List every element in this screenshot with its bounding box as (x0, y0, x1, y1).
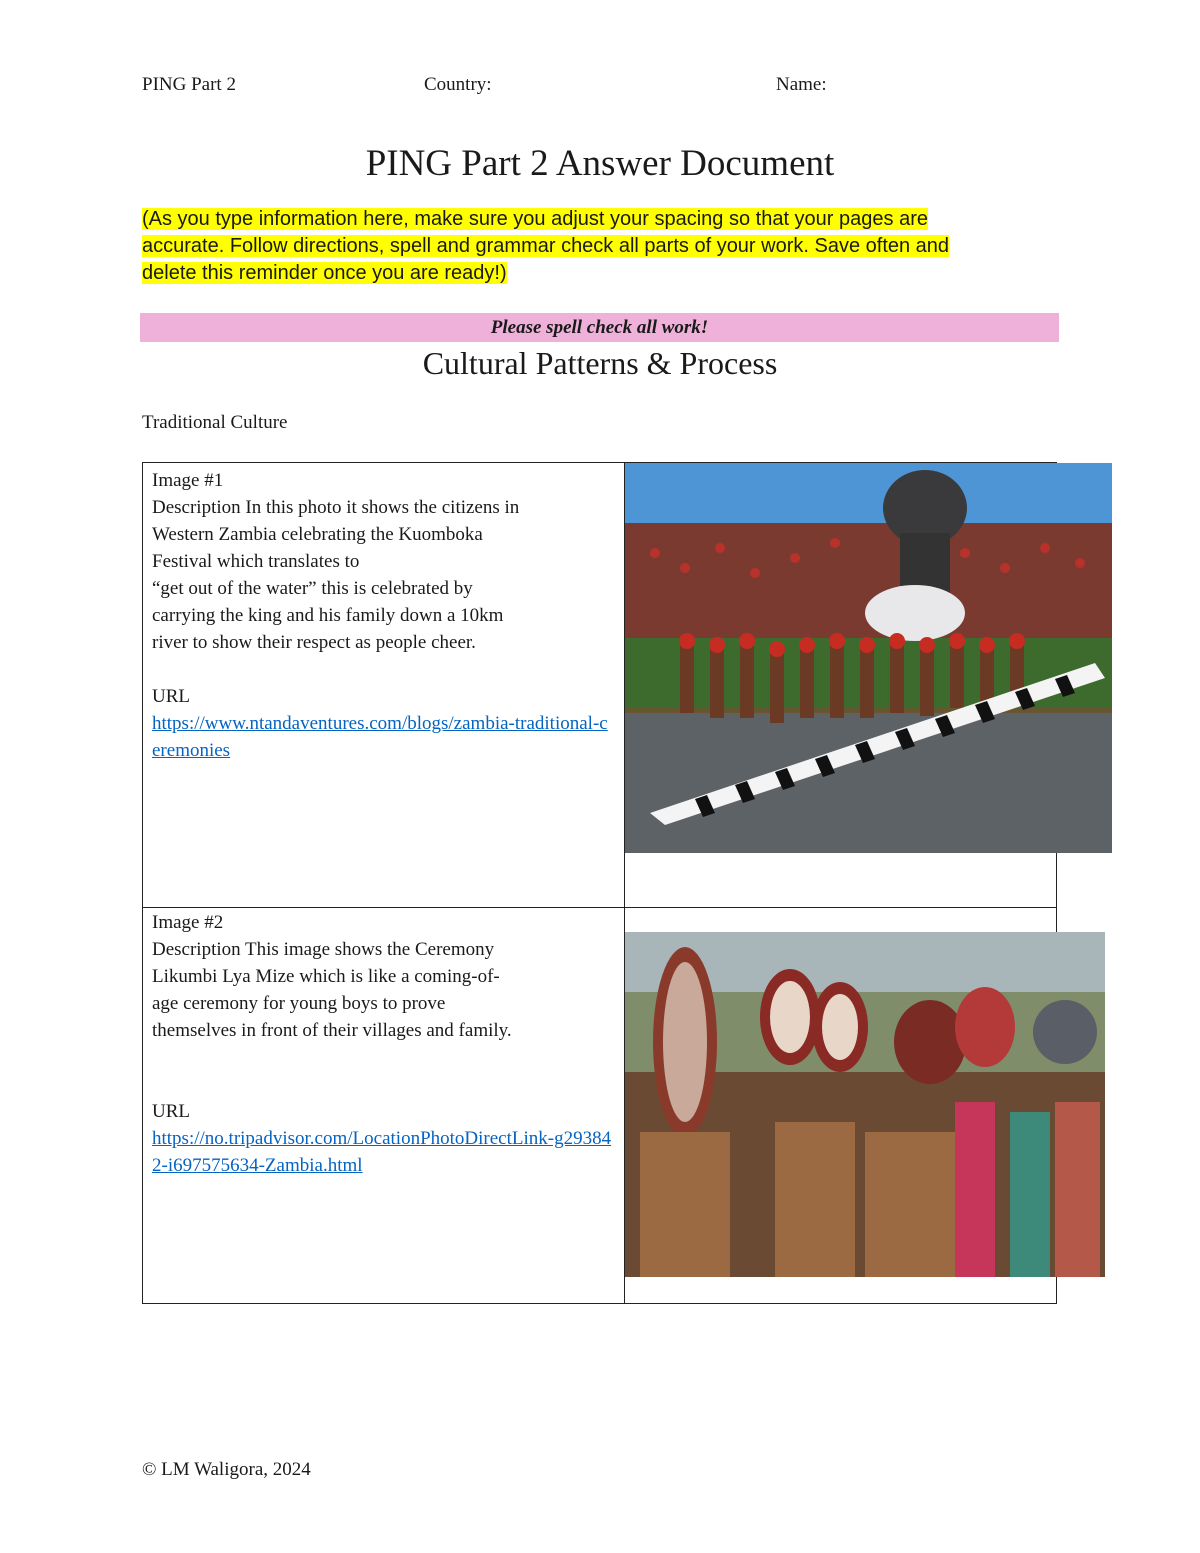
image-2-cell (152, 909, 614, 1179)
image-2-description-line: Likumbi Lya Mize which is like a coming-of- (152, 966, 500, 987)
image-1-url-label: URL (152, 686, 190, 707)
header-name-label: Name: (776, 74, 827, 95)
page-header (0, 74, 1200, 100)
image-1-description-line: Western Zambia celebrating the Kuomboka (152, 524, 483, 545)
copyright-footer: © LM Waligora, 2024 (142, 1459, 311, 1480)
reminder-note (142, 206, 1022, 287)
image-1-description-line: river to show their respect as people cheer. (152, 632, 476, 653)
kuomboka-festival-photo (625, 463, 1112, 853)
reminder-line-1: (As you type information here, make sure you adjust your spacing so that your pages are (142, 208, 928, 230)
header-part: PING Part 2 (142, 74, 236, 95)
image-1-description-line: “get out of the water” this is celebrated by (152, 578, 473, 599)
image-1-label: Image #1 (152, 470, 224, 491)
image-1-description-line: Festival which translates to (152, 551, 360, 572)
reminder-line-2: accurate. Follow directions, spell and grammar check all parts of your work. Save often and (142, 235, 950, 257)
likumbi-photo-illustration (625, 932, 1105, 1277)
document-title: PING Part 2 Answer Document (365, 143, 835, 184)
likumbi-lya-mize-photo (625, 932, 1105, 1277)
section-title: Cultural Patterns & Process (422, 345, 778, 381)
image-1-cell (152, 467, 614, 764)
subheading: Traditional Culture (142, 412, 288, 433)
image-2-url-label: URL (152, 1101, 190, 1122)
image-1-description-line: Description In this photo it shows the citizens in (152, 497, 520, 518)
reminder-line-3: delete this reminder once you are ready!) (142, 262, 507, 284)
header-country-label: Country: (424, 74, 492, 95)
image-2-description-line: age ceremony for young boys to prove (152, 993, 446, 1014)
spell-check-banner: Please spell check all work! (140, 313, 1059, 342)
image-2-description-line: Description This image shows the Ceremony (152, 939, 495, 960)
image-1-description-line: carrying the king and his family down a 10km (152, 605, 504, 626)
kuomboka-photo-illustration (625, 463, 1112, 853)
image-1-url-link[interactable]: https://www.ntandaventures.com/blogs/zambia-traditional-ceremonies (152, 713, 608, 761)
table-row-divider (142, 907, 1057, 908)
image-2-description-line: themselves in front of their villages and family. (152, 1020, 512, 1041)
image-2-url-link[interactable]: https://no.tripadvisor.com/LocationPhotoDirectLink-g293842-i697575634-Zambia.html (152, 1128, 612, 1176)
image-2-label: Image #2 (152, 912, 224, 933)
